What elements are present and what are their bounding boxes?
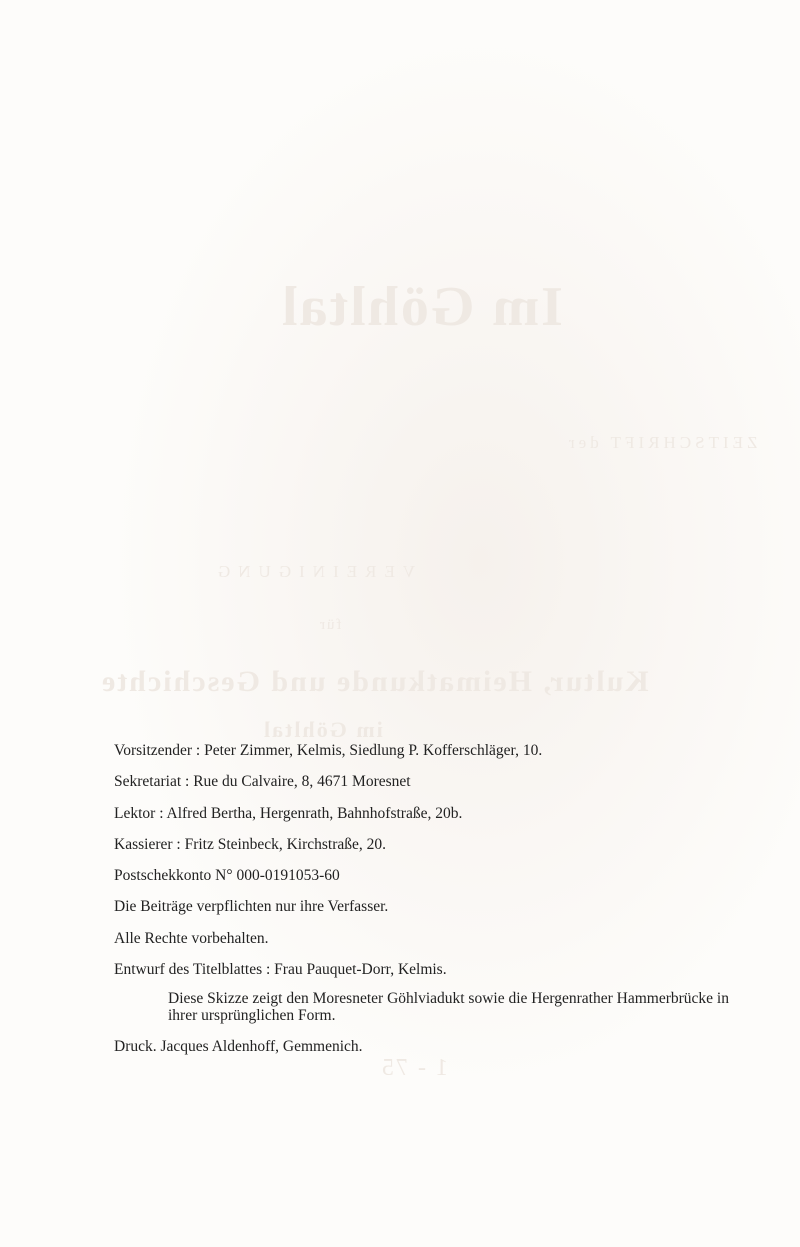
imprint-druck: Druck. Jacques Aldenhoff, Gemmenich. [114, 1038, 363, 1056]
show-through-fuer: für [318, 617, 342, 633]
show-through-title: Im Göhltal [280, 276, 563, 338]
imprint-skizze-note: Diese Skizze zeigt den Moresneter Göhlviadukt sowie die Hergenrather Hammerbrücke in ihrer ursprünglichen Form. [168, 990, 729, 1025]
imprint-postscheck: Postschekkonto N° 000-0191053-60 [114, 867, 340, 885]
imprint-lektor: Lektor : Alfred Bertha, Hergenrath, Bahnhofstraße, 20b. [114, 804, 463, 822]
imprint-rechte: Alle Rechte vorbehalten. [114, 929, 269, 947]
show-through-number: 1 - 75 [380, 1055, 448, 1081]
imprint-block [114, 742, 754, 1070]
imprint-vorsitzender: Vorsitzender : Peter Zimmer, Kelmis, Siedlung P. Kofferschläger, 10. [114, 742, 543, 759]
imprint-kassierer: Kassierer : Fritz Steinbeck, Kirchstraße, 20. [114, 835, 387, 853]
imprint-entwurf: Entwurf des Titelblattes : Frau Pauquet-Dorr, Kelmis. [114, 961, 447, 979]
show-through-kultur: Kultur, Heimatkunde und Geschichte [100, 665, 649, 698]
show-through-verein: VEREINIGUNG [210, 562, 416, 581]
show-through-subtitle: ZEITSCHRIFT der [565, 433, 758, 452]
show-through-goehltal: im Göhltal [262, 717, 383, 742]
imprint-sekretariat: Sekretariat : Rue du Calvaire, 8, 4671 Moresnet [114, 773, 411, 791]
imprint-beitraege: Die Beiträge verpflichten nur ihre Verfasser. [114, 898, 389, 916]
